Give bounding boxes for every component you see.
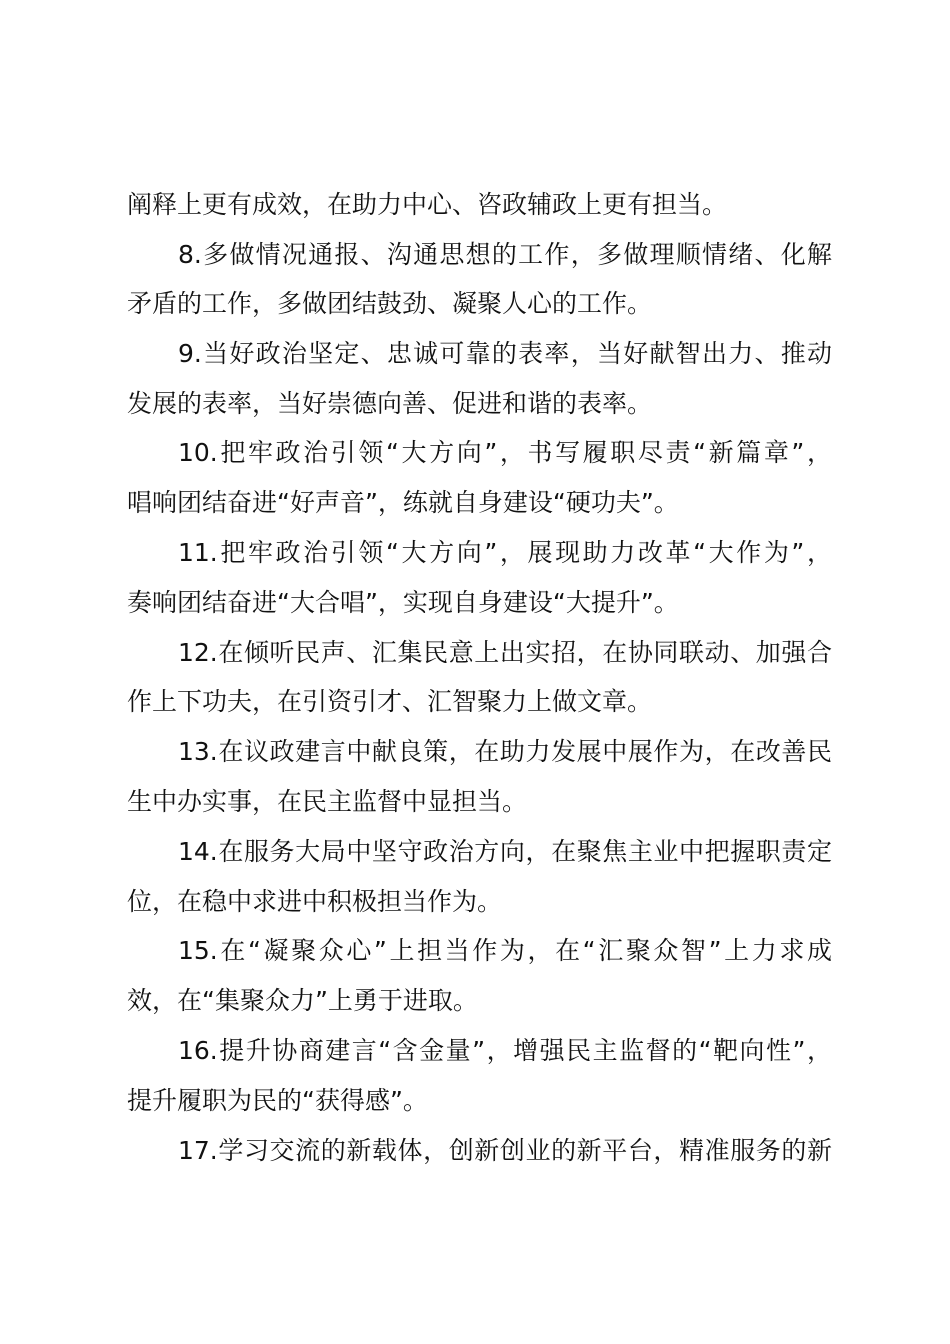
list-item-14-line-1: 14.在服务大局中坚守政治方向，在聚焦主业中把握职责定 xyxy=(178,837,832,866)
list-item-12-line-1: 12.在倾听民声、汇集民意上出实招，在协同联动、加强合 xyxy=(178,638,832,667)
list-item-10-line-2: 唱响团结奋进“好声音”，练就自身建设“硬功夫”。 xyxy=(127,488,679,517)
list-item-14-line-2: 位，在稳中求进中积极担当作为。 xyxy=(127,887,503,916)
list-item-15-line-1: 15.在“凝聚众心”上担当作为，在“汇聚众智”上力求成 xyxy=(178,936,832,965)
list-item-11-line-2: 奏响团结奋进“大合唱”，实现自身建设“大提升”。 xyxy=(127,588,679,617)
list-item-8-line-2: 矛盾的工作，多做团结鼓劲、凝聚人心的工作。 xyxy=(127,289,653,318)
list-item-10-line-1: 10.把牢政治引领“大方向”，书写履职尽责“新篇章”， xyxy=(178,438,832,467)
list-item-16-line-2: 提升履职为民的“获得感”。 xyxy=(127,1086,428,1115)
list-item-9-line-1: 9.当好政治坚定、忠诚可靠的表率，当好献智出力、推动 xyxy=(178,339,832,368)
list-item-11-line-1: 11.把牢政治引领“大方向”，展现助力改革“大作为”， xyxy=(178,538,832,567)
list-item-9-line-2: 发展的表率，当好崇德向善、促进和谐的表率。 xyxy=(127,389,653,418)
text-line: 阐释上更有成效，在助力中心、咨政辅政上更有担当。 xyxy=(127,190,728,219)
list-item-17-line-1: 17.学习交流的新载体，创新创业的新平台，精准服务的新 xyxy=(178,1136,832,1165)
list-item-13-line-2: 生中办实事，在民主监督中显担当。 xyxy=(127,787,528,816)
list-item-15-line-2: 效，在“集聚众力”上勇于进取。 xyxy=(127,986,478,1015)
list-item-8-line-1: 8.多做情况通报、沟通思想的工作，多做理顺情绪、化解 xyxy=(178,240,832,269)
list-item-12-line-2: 作上下功夫，在引资引才、汇智聚力上做文章。 xyxy=(127,687,653,716)
list-item-13-line-1: 13.在议政建言中献良策，在助力发展中展作为，在改善民 xyxy=(178,737,832,766)
list-item-16-line-1: 16.提升协商建言“含金量”，增强民主监督的“靶向性”， xyxy=(178,1036,832,1065)
